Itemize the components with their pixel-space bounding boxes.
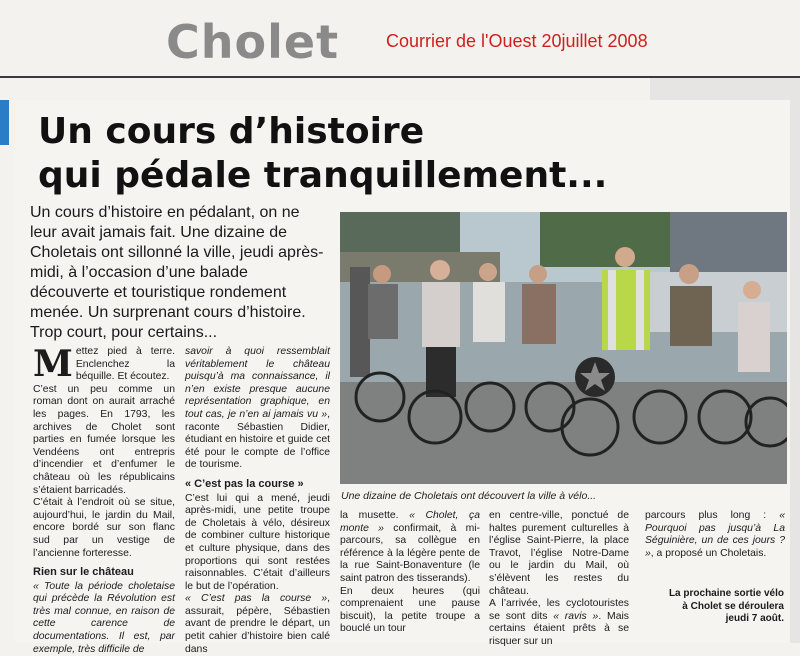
photo-caption: Une dizaine de Choletais ont découvert la ville à vélo... [341,490,597,502]
col1-paragraph-1: ettez pied à terre. Enclenchez la béquille. Et écoutez. [75,346,175,383]
col2-subhead: « C’est pas la course » [185,477,304,490]
col2-paragraph-3: , assurait, pépère, Sébastien avant de prendre le départ, un petit cahier d’histoire bien calé dans [185,593,330,655]
lead-paragraph: Un cours d’histoire en pédalant, on ne leur avait jamais fait. Une dizaine de Choletais ont sillonné la ville, jeudi après-midi, à l’occasion d’une balade découverte et touristique rondement menée. Un surprenant cours d’histoire. Trop court, pour certains... [30,204,324,341]
article-column-3 [340,510,480,636]
col1-paragraph-4: « Toute la période choletaise qui précède la Révolution est très mal connue, en raison de cette carence de documentations. Il est, par exemple, très difficile de [33,580,175,655]
col2-quote-2: « C’est pas la course » [185,593,328,605]
source-label: Courrier de l'Ouest 20juillet 2008 [386,31,648,51]
cyclists-photo-illustration [340,212,787,484]
section-title: Cholet [166,15,340,69]
col2-quote: savoir à quoi ressemblait véritablement le château puisqu’à ma connaissance, il n’en existe presque aucune représentation graphique, en tout cas, je n’en ai jamais vu » [185,346,330,420]
headline-line-2: qui pédale tranquillement... [38,155,608,196]
article-column-2 [185,346,330,656]
col5-text-a: parcours plus long : [645,510,780,521]
col5-text-b: , a proposé un Choletais. [650,547,767,559]
article-column-4 [489,510,629,649]
col1-paragraph-2: C’est un peu comme un roman dont on aurait arraché les pages. En 1793, les archives de Cholet sont parties en fumée lorsque les Vendéens ont entrepris d’incendier et d’enfumer le château où les républicains s’étaient barricadés. [33,383,175,496]
article-signoff: La prochaine sortie vélo à Cholet se déroulera jeudi 7 août. [668,588,784,624]
col3-paragraph-2: En deux heures (qui comprenaient une pause biscuit), la petite troupe a bouclé un tour [340,585,480,635]
headline-line-1: Un cours d’histoire [38,111,425,152]
col5-quote: « Pourquoi pas jusqu’à La Séguinière, un de ces jours ? » [645,510,785,559]
article-column-5 [645,510,785,560]
header-rule [0,76,800,78]
col4-text-a: A l’arrivée, les cyclotouristes se sont dits [489,598,629,622]
article-column-1 [33,343,175,656]
col3-text-b: confirmait, à mi-parcours, sa collègue en référence à la légère pente de la rue Saint-Bonaventure (le saint patron des tisserands). [340,522,480,584]
col1-subhead: Rien sur le château [33,566,134,579]
cyclists-photo [340,212,787,484]
col2-paragraph-1: , raconte Sébastien Didier, étudiant en histoire et guide cet été pour le compte de l’office de tourisme. [185,408,330,471]
col3-text-a: la musette. [340,510,410,521]
drop-cap: M [33,343,73,385]
col4-text-b: . Mais certains étaient prêts à se risquer sur un [489,610,629,647]
col4-paragraph-1: en centre-ville, ponctué de haltes purement culturelles à l’église Saint-Pierre, la place Travot, l’église Notre-Dame ou le jardin du Mail, où s’élèvent les restes du château. [489,510,629,597]
blue-margin-bar [0,100,9,145]
col2-paragraph-2: C’est lui qui a mené, jeudi après-midi, une petite troupe de Choletais à vélo, désireux de combiner culture historique et culture physique, dans des proportions qui sont restées raisonnables. C’était d’ailleurs le but de l’opération. [185,492,330,592]
col1-paragraph-3: C’était à l’endroit où se situe, aujourd’hui, le jardin du Mail, encore bordé sur son flanc sud par un vestige de l’ancienne forteresse. [33,497,175,559]
headline [38,110,658,198]
col4-quote: « ravis » [553,610,599,622]
col3-quote: « Cholet, ça monte » [340,510,480,534]
